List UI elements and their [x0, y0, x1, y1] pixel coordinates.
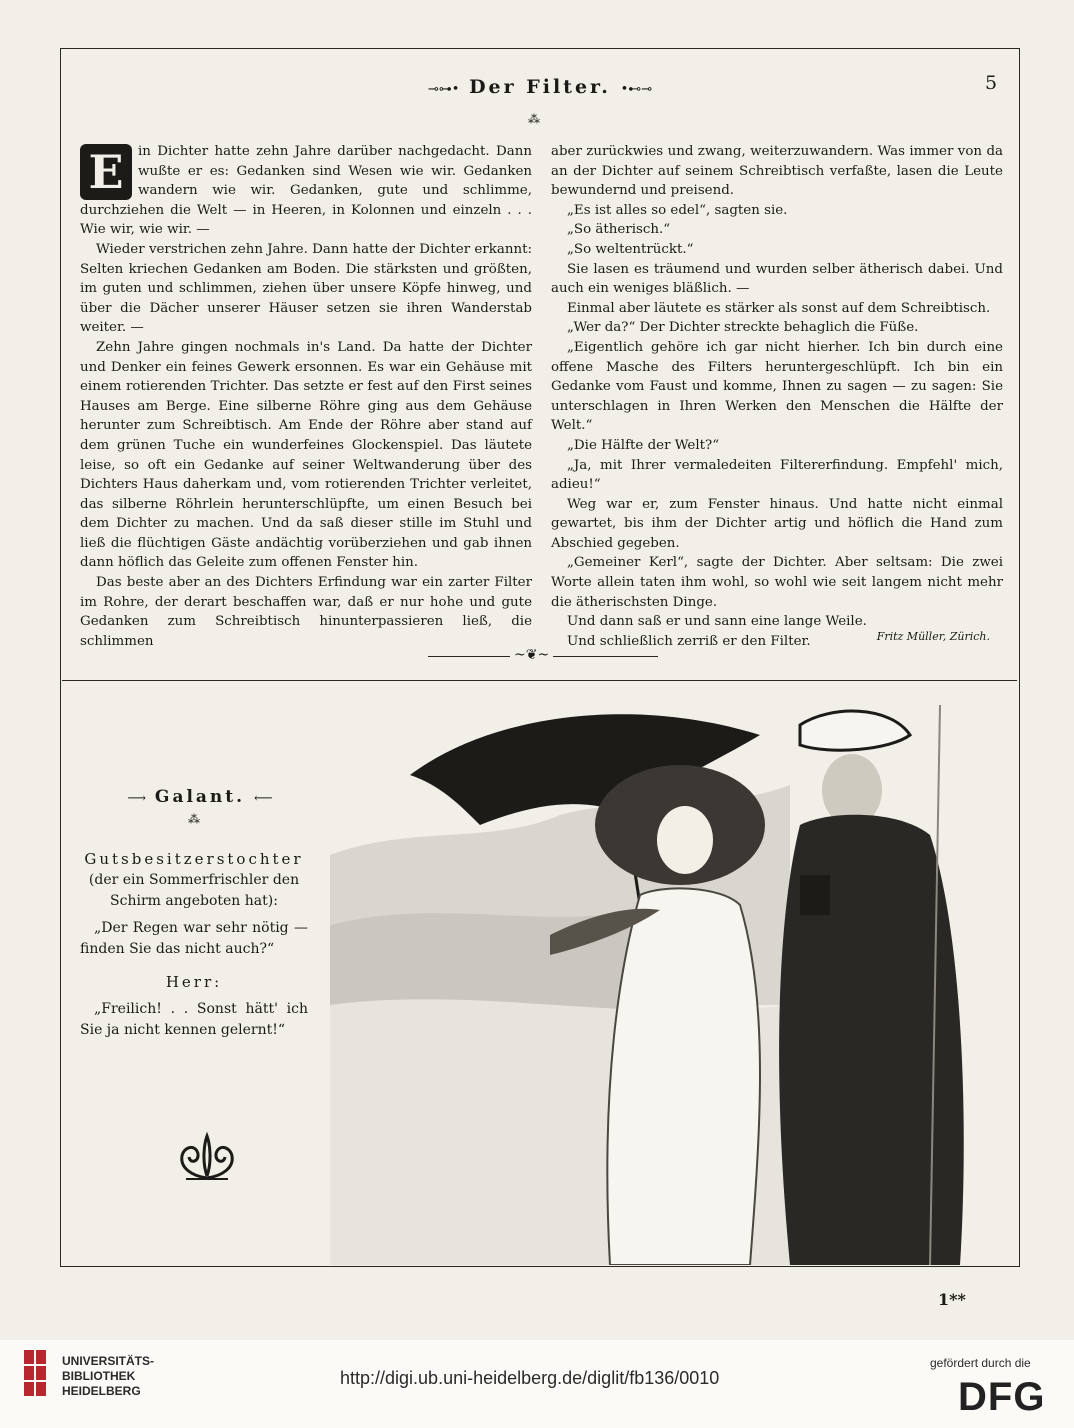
university-library-logo-icon — [22, 1348, 56, 1410]
section-rule — [62, 680, 1017, 681]
art-nouveau-flourish-icon — [172, 1132, 242, 1182]
dialogue-line: „Freilich! . . Sonst hätt' ich Sie ja nicht kennen gelernt!“ — [80, 1001, 308, 1038]
dropcap-initial: E — [80, 144, 132, 200]
stage-direction: (der ein Sommerfrischler den Schirm angeboten hat): — [88, 872, 300, 909]
article-paragraph: „Wer da?“ Der Dichter streckte behaglich die Füße. — [567, 320, 919, 336]
article-paragraph: Zehn Jahre gingen nochmals in's Land. Da hatte der Dichter und Denker ein feines Gewerk ersonnen. Es war ein Gehäuse mit einem rotierenden Trichter. Das setzte er fest auf den First seines Hauses am Berge. Eine silberne Röhre ging aus dem Gehäuse herunter zum Schreibtisch. Am Ende der Röhre aber stand auf dem grünen Tuche ein wunderfeines Glockenspiel. Das läutete leise, so oft ein Gedanke auf seiner Weltwanderung über des Dichters Haus daherkam und, vom rotierenden Trichter verleitet, das silberne Röhrlein herunterschlüpfte, um einen Besuch bei dem Dichter zu machen. Und da saß dieser stille im Stuhl und ließ die flüchtigen Gäste andächtig vorüberziehen und gab ihnen dann höflich das Geleite zum offenen Fenster hin. — [80, 339, 532, 571]
article-paragraph: Sie lasen es träumend und wurden selber ätherisch dabei. Und auch ein weniges bläßlich. — — [551, 261, 1003, 297]
article-paragraph: „So weltentrückt.“ — [567, 241, 694, 257]
dfg-logo: DFG — [958, 1375, 1046, 1419]
article-paragraph: Das beste aber an des Dichters Erfindung war ein zarter Filter im Rohre, der derart beschaffen war, daß er nur hohe und gute Gedanken zum Schreibtisch hinunterpassieren ließ, die schlimmen — [80, 575, 532, 649]
speaker-name: Gutsbesitzerstochter — [84, 850, 304, 868]
university-library-name: UNIVERSITÄTS- BIBLIOTHEK HEIDELBERG — [62, 1354, 155, 1398]
illustration-couple-under-umbrella — [330, 705, 985, 1265]
dialogue-line: „Der Regen war sehr nötig — finden Sie das nicht auch?“ — [80, 920, 308, 957]
galant-ornament-right: ⟵ — [253, 791, 273, 806]
article-paragraph: Einmal aber läutete es stärker als sonst auf dem Schreibtisch. — [567, 300, 991, 316]
title-ornament-right: •⊷⊸ — [620, 82, 653, 97]
source-url-link[interactable]: http://digi.ub.uni-heidelberg.de/diglit/fb136/0010 — [340, 1368, 720, 1388]
article-paragraph: „So ätherisch.“ — [567, 222, 671, 238]
funder-caption: gefördert durch die — [930, 1356, 1031, 1370]
article-paragraph: „Es ist alles so edel“, sagten sie. — [567, 202, 788, 218]
galant-small-ornament: ⁂ — [188, 812, 200, 826]
article-paragraph: „Eigentlich gehöre ich gar nicht hierher. Ich bin durch eine offene Masche des Filters heruntergeschlüpft. Ich bin ein Gedanke vom Faust und komme, Ihnen zu sagen — zu sagen: Sie unterschlagen in Ihren Werken den Menschen die Hälfte der Welt.“ — [551, 339, 1003, 434]
title-small-ornament: ⁂ — [528, 112, 540, 126]
article-title — [420, 76, 660, 98]
article-paragraph: „Die Hälfte der Welt?“ — [567, 437, 720, 453]
galant-dialogue — [80, 845, 308, 1041]
article-paragraph: „Gemeiner Kerl“, sagte der Dichter. Aber seltsam: Die zwei Worte allein taten ihm wohl, so wohl wie seit langem nicht mehr die ätherischsten Dinge. — [551, 555, 1003, 610]
article-paragraph: Wieder verstrichen zehn Jahre. Dann hatte der Dichter erkannt: Selten kriechen Gedanken am Boden. Die stärksten und größten, im guten und schlimmen, ziehen über unsere Köpfe hinweg, und über die Dächer unserer Häuser setzen sie ihren Wanderstab weiter. — — [80, 241, 532, 336]
article-paragraph: „Ja, mit Ihrer vermaledeiten Filtererfindung. Empfehl' mich, adieu!“ — [551, 457, 1003, 493]
article-left-column — [80, 142, 532, 651]
page-number: 5 — [985, 72, 998, 94]
galant-title — [80, 787, 320, 807]
galant-ornament-left: ⟶ — [127, 791, 146, 806]
galant-title-text: Galant. — [154, 787, 246, 807]
speaker-name: Herr: — [165, 973, 223, 991]
article-paragraph: E in Dichter hatte zehn Jahre darüber nachgedacht. Dann wußte er es: Gedanken sind Wesen wie wir. Gedanken wandern wie wir. Gedanken, gute und schlimme, durchziehen die Welt — in Heeren, in Kolonnen und einzeln . . . Wie wir, wie wir. — — [80, 144, 532, 238]
article-paragraph: Weg war er, zum Fenster hinaus. Und hatte nicht einmal gewartet, bis ihm der Dichter artig und höflich die Hand zum Abschied gegeben. — [551, 496, 1003, 551]
article-paragraph: Und dann saß er und sann eine lange Weile. — [567, 614, 867, 630]
article-title-text: Der Filter. — [469, 76, 611, 98]
sheet-signature-mark: 1** — [938, 1290, 966, 1309]
article-paragraph: Und schließlich zerriß er den Filter. — [567, 633, 811, 649]
article-paragraph: aber zurückwies und zwang, weiterzuwandern. Was immer von da an der Dichter auf seinem Schreibtisch verfaßte, lasen die Leute bewundernd und preisend. — [551, 144, 1003, 199]
author-signature: Fritz Müller, Zürich. — [876, 630, 990, 643]
title-ornament-left: ⊸⊶• — [427, 82, 460, 97]
article-right-column — [551, 142, 1003, 651]
divider-ornament: ~❦~ — [510, 647, 553, 663]
